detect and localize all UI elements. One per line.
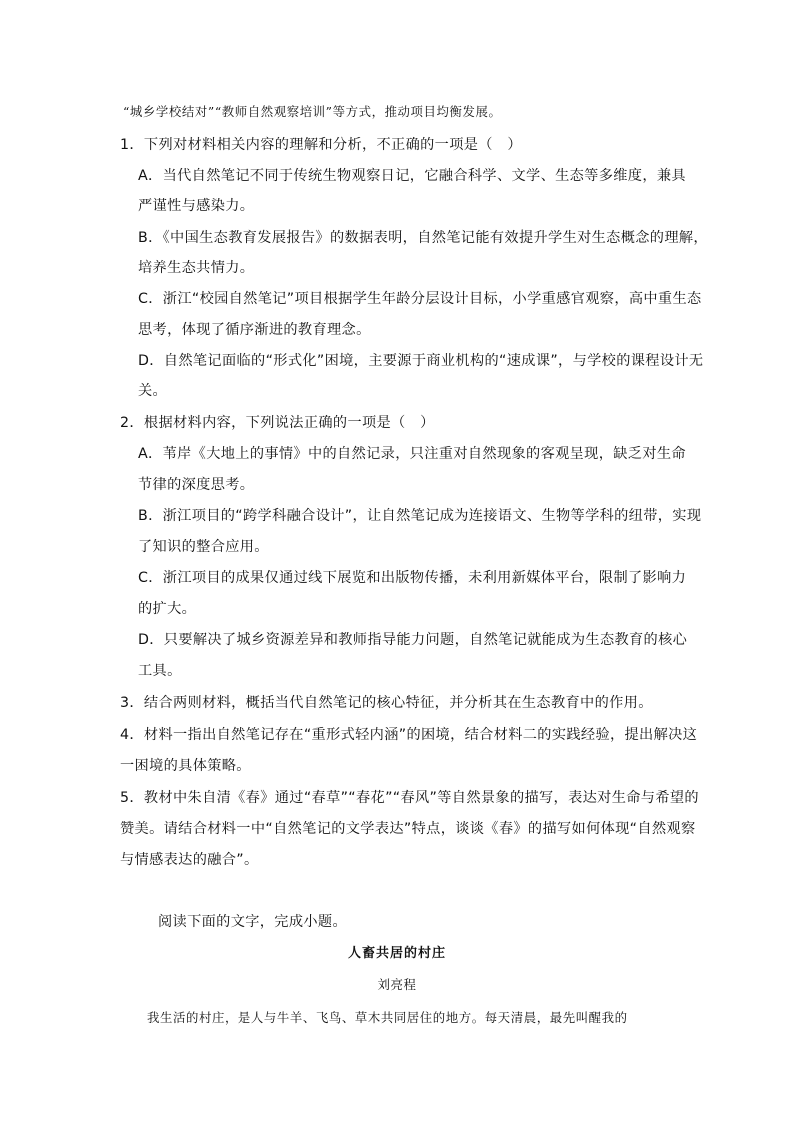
passage-author: 刘亮程: [377, 977, 417, 992]
reading-instruction: 阅读下面的文字，完成小题。: [158, 914, 347, 930]
question-5-cont-2: 与情感表达的融合”。: [120, 852, 259, 868]
question-2-stem: 2．根据材料内容，下列说法正确的一项是（ ）: [120, 415, 435, 431]
question-3: 3．结合两则材料，概括当代自然笔记的核心特征，并分析其在生态教育中的作用。: [120, 695, 653, 711]
passage-title: 人畜共居的村庄: [347, 946, 446, 961]
q1-option-b-cont: 培养生态共情力。: [138, 260, 255, 276]
question-5-cont-1: 赞美。请结合材料一中“自然笔记的文学表达”特点，谈谈《春》的描写如何体现“自然观察: [120, 821, 696, 837]
question-1-stem: 1．下列对材料相关内容的理解和分析，不正确的一项是（ ）: [120, 137, 522, 153]
q2-option-a: A．苇岸《大地上的事情》中的自然记录，只注重对自然现象的客观呈现，缺乏对生命: [138, 446, 686, 462]
q1-option-b: B．《中国生态教育发展报告》的数据表明，自然笔记能有效提升学生对生态概念的理解，: [138, 230, 708, 246]
question-5: 5．教材中朱自清《春》通过“春草”“春花”“春风”等自然景象的描写，表达对生命与希望的: [120, 790, 699, 806]
q2-option-b: B．浙江项目的“跨学科融合设计”，让自然笔记成为连接语文、生物等学科的纽带，实现: [138, 508, 702, 524]
passage-first-line: 我生活的村庄，是人与牛羊、飞鸟、草木共同居住的地方。每天清晨，最先叫醒我的: [147, 1010, 628, 1025]
q2-option-a-cont: 节律的深度思考。: [138, 477, 255, 493]
q1-option-a: A．当代自然笔记不同于传统生物观察日记，它融合科学、文学、生态等多维度，兼具: [138, 168, 686, 184]
material-continuation: “城乡学校结对”“教师自然观察培训”等方式，推动项目均衡发展。: [123, 104, 502, 119]
question-4: 4．材料一指出自然笔记存在“重形式轻内涵”的困境，结合材料二的实践经验，提出解决这: [120, 727, 698, 743]
q2-option-d-cont: 工具。: [138, 663, 182, 679]
q2-option-c: C．浙江项目的成果仅通过线下展览和出版物传播，未利用新媒体平台，限制了影响力: [138, 570, 687, 586]
question-4-cont: 一困境的具体策略。: [120, 758, 251, 774]
q1-option-c-cont: 思考，体现了循序渐进的教育理念。: [138, 322, 371, 338]
q1-option-d: D．自然笔记面临的“形式化”困境，主要源于商业机构的“速成课”，与学校的课程设计无: [138, 353, 704, 369]
q2-option-c-cont: 的扩大。: [138, 601, 197, 617]
q2-option-b-cont: 了知识的整合应用。: [138, 539, 269, 555]
q1-option-d-cont: 关。: [138, 383, 168, 399]
q1-option-a-cont: 严谨性与感染力。: [138, 198, 255, 214]
q1-option-c: C．浙江“校园自然笔记”项目根据学生年龄分层设计目标，小学重感官观察，高中重生态: [138, 291, 702, 307]
q2-option-d: D．只要解决了城乡资源差异和教师指导能力问题，自然笔记就能成为生态教育的核心: [138, 632, 688, 648]
